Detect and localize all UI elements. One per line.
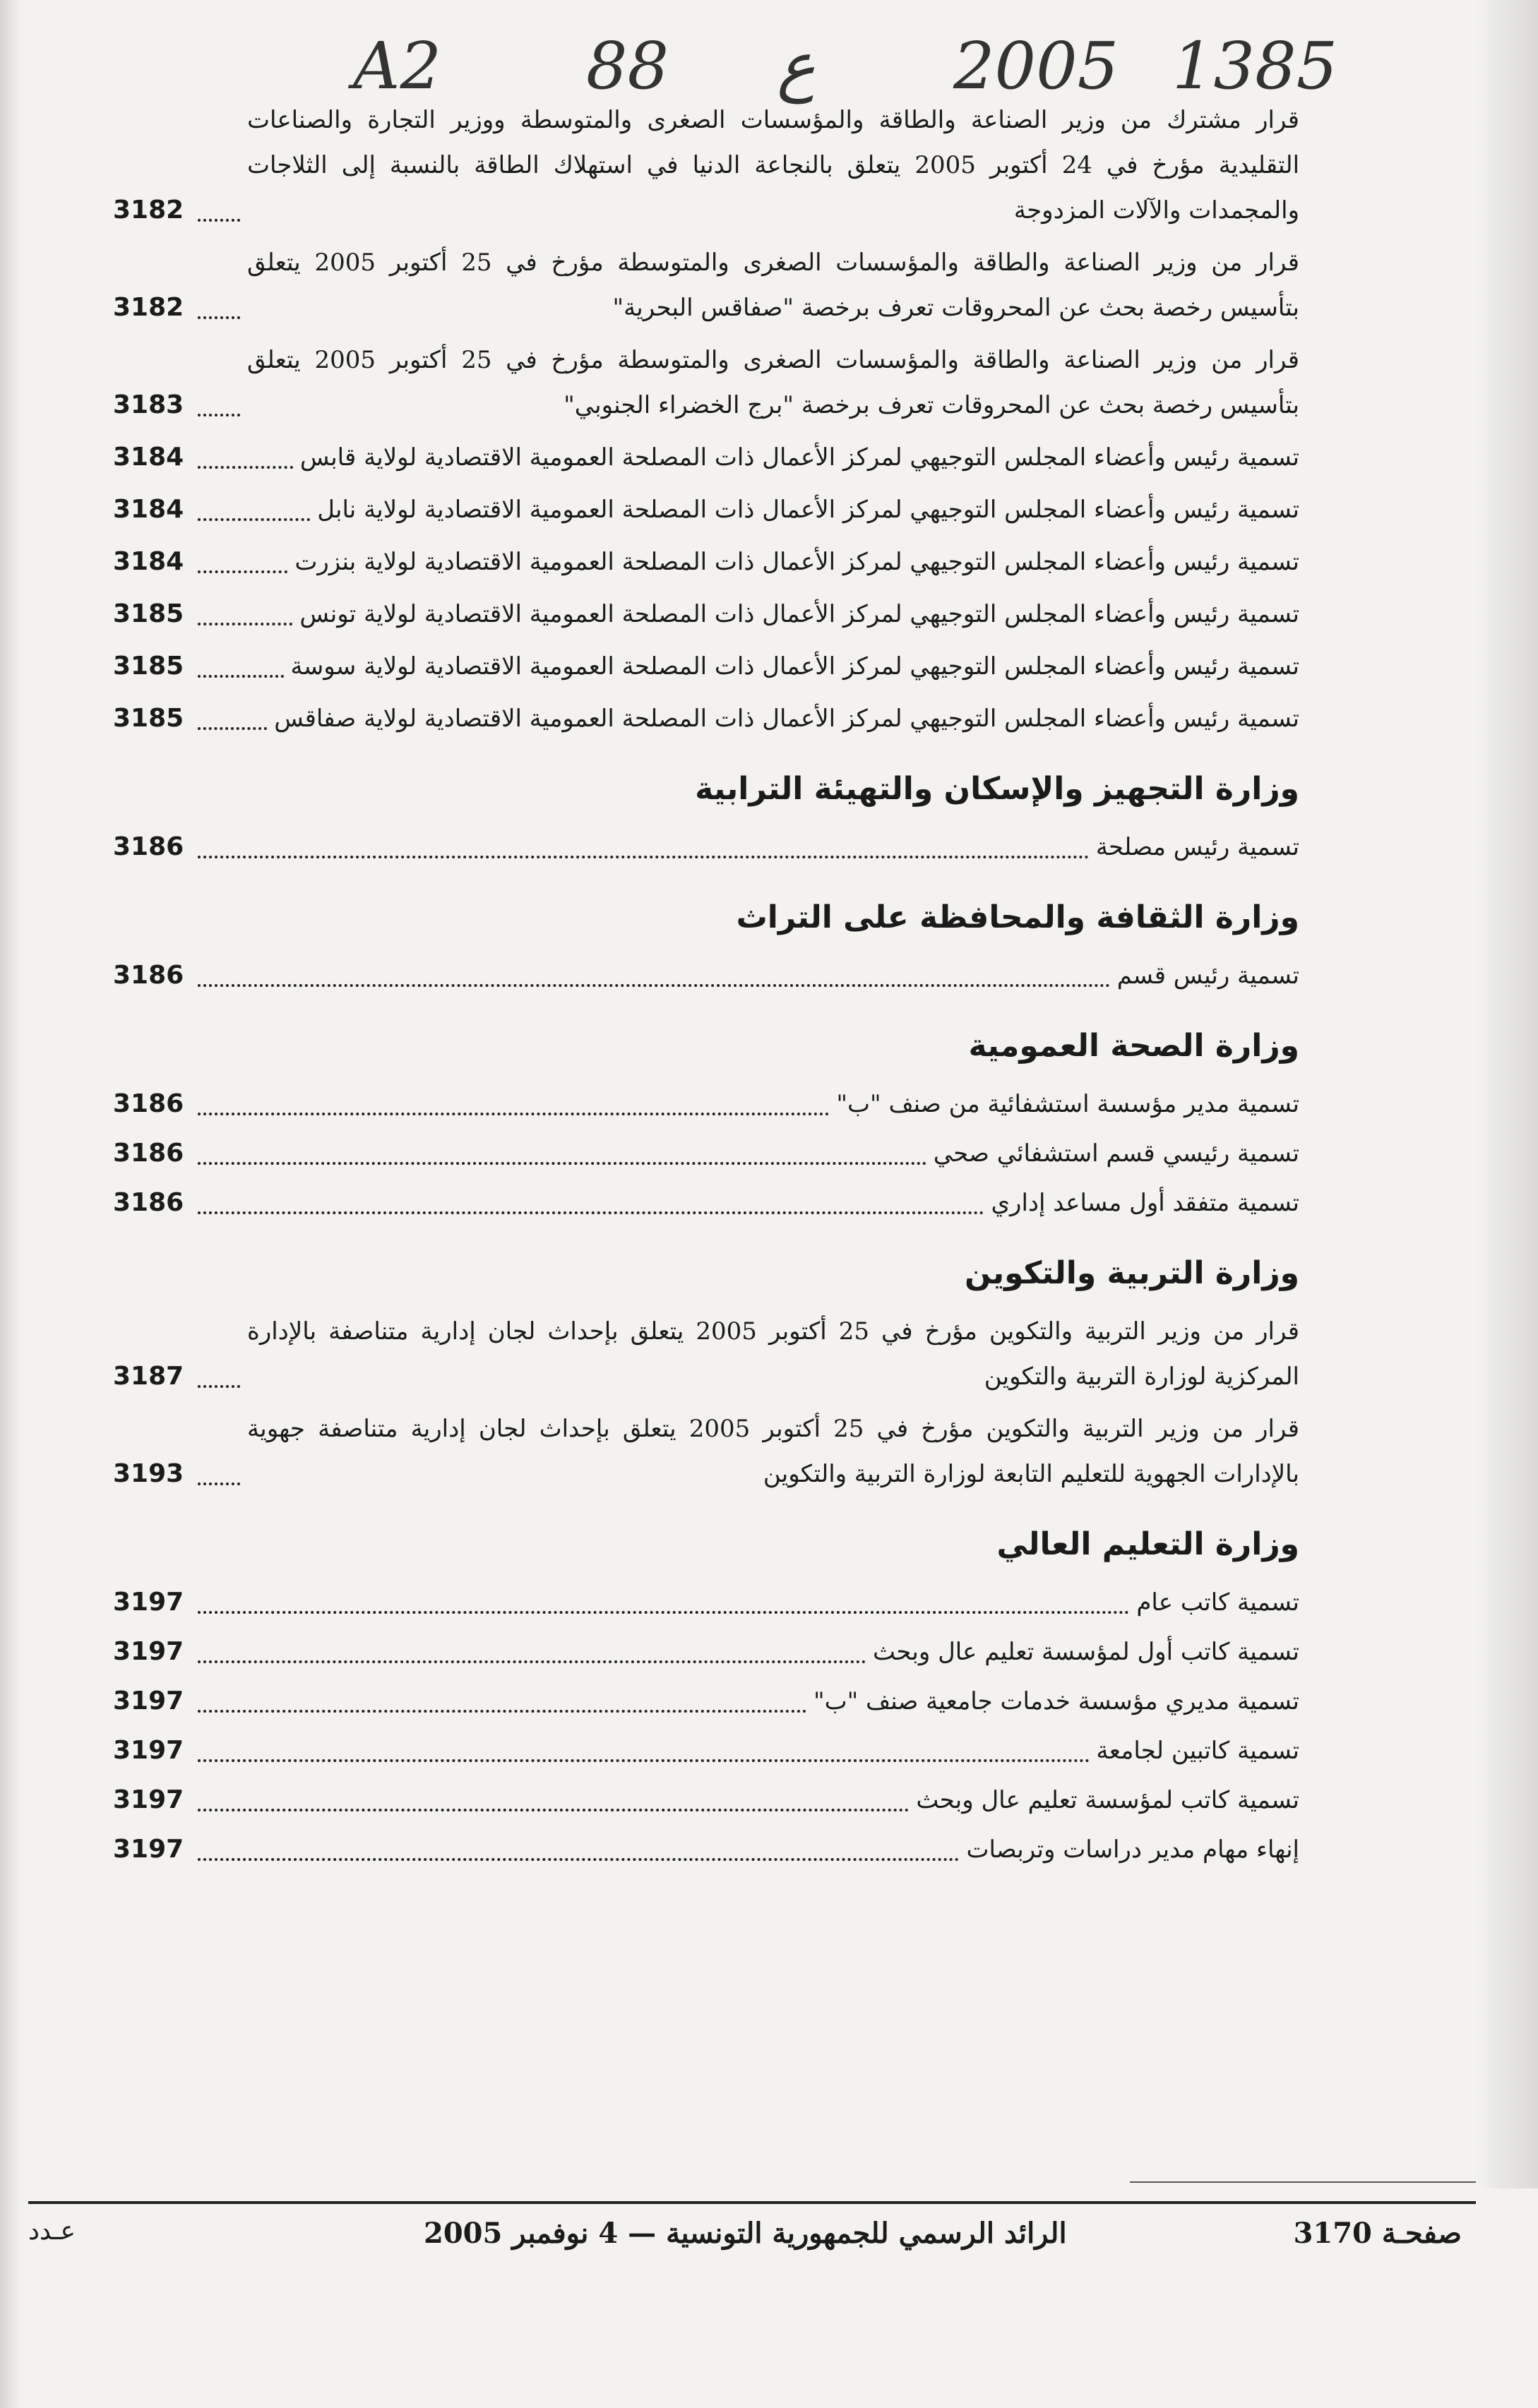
ministry-heading: وزارة الثقافة والمحافظة على التراث bbox=[736, 899, 1299, 935]
dot-leader bbox=[198, 1113, 829, 1115]
entry-text: تسمية كاتب لمؤسسة تعليم عال وبحث bbox=[916, 1786, 1299, 1814]
dot-leader bbox=[198, 1660, 866, 1663]
dot-leader bbox=[198, 1759, 1090, 1762]
entry-page: 3183 bbox=[113, 390, 184, 419]
footer-rule bbox=[28, 2201, 1476, 2204]
entry-page: 3182 bbox=[113, 293, 184, 322]
page-footer bbox=[28, 2217, 1476, 2266]
dot-leader bbox=[198, 1385, 240, 1388]
toc-entry bbox=[113, 240, 1299, 330]
ministry-heading: وزارة التربية والتكوين bbox=[964, 1255, 1299, 1291]
toc-entry bbox=[113, 1728, 1299, 1773]
dot-leader bbox=[198, 316, 240, 319]
entry-text: قرار من وزير الصناعة والطاقة والمؤسسات الصغرى والمتوسطة مؤرخ في 25 أكتوبر 2005 يتعلق بتأسيس رخصة بحث عن المحروقات تعرف برخصة "برج الخضراء الجنوبي" bbox=[247, 346, 1300, 419]
entry-text: تسمية رئيسي قسم استشفائي صحي bbox=[933, 1139, 1299, 1168]
dot-leader bbox=[198, 856, 1089, 858]
entry-page: 3197 bbox=[113, 1835, 184, 1864]
toc-entry bbox=[113, 1180, 1299, 1226]
handwritten-item: A2 bbox=[353, 28, 441, 104]
toc-entry bbox=[113, 825, 1299, 870]
entry-text: قرار مشترك من وزير الصناعة والطاقة والمؤسسات الصغرى والمتوسطة ووزير التجارة والصناعات التقليدية مؤرخ في 24 أكتوبر 2005 يتعلق بالنجاعة الدنيا في استهلاك الطاقة بالنسبة إلى الثلاجات والمجمدات والآلات المزدوجة bbox=[247, 106, 1300, 224]
toc-entry bbox=[113, 337, 1299, 428]
entry-text: قرار من وزير التربية والتكوين مؤرخ في 25 أكتوبر 2005 يتعلق بإحداث لجان إدارية متناصفة بالإدارة المركزية لوزارة التربية والتكوين bbox=[247, 1317, 1300, 1391]
toc-entry bbox=[113, 539, 1299, 585]
entry-text: تسمية مدير مؤسسة استشفائية من صنف "ب" bbox=[836, 1090, 1299, 1118]
toc-entry bbox=[113, 696, 1299, 741]
toc-entry bbox=[113, 435, 1299, 480]
ministry-heading: وزارة التجهيز والإسكان والتهيئة الترابية bbox=[695, 771, 1299, 807]
entry-text: تسمية كاتبين لجامعة bbox=[1096, 1737, 1299, 1765]
handwritten-item: ع bbox=[777, 28, 816, 104]
entry-text: قرار من وزير الصناعة والطاقة والمؤسسات الصغرى والمتوسطة مؤرخ في 25 أكتوبر 2005 يتعلق بتأسيس رخصة بحث عن المحروقات تعرف برخصة "صفاقس البحرية" bbox=[247, 248, 1300, 322]
dot-leader bbox=[198, 1611, 1129, 1614]
toc-entry bbox=[113, 592, 1299, 637]
entry-text: قرار من وزير التربية والتكوين مؤرخ في 25 أكتوبر 2005 يتعلق بإحداث لجان إدارية متناصفة جهوية بالإدارات الجهوية للتعليم التابعة لوزارة التربية والتكوين bbox=[247, 1415, 1299, 1488]
toc-entry bbox=[113, 644, 1299, 689]
entry-page: 3197 bbox=[113, 1637, 184, 1666]
entry-text: تسمية رئيس وأعضاء المجلس التوجيهي لمركز الأعمال ذات المصلحة العمومية الاقتصادية لولاية نابل bbox=[317, 496, 1299, 524]
entry-page: 3185 bbox=[113, 704, 184, 733]
entry-text: تسمية مديري مؤسسة خدمات جامعية صنف "ب" bbox=[813, 1687, 1299, 1715]
scan-shadow-right bbox=[1474, 0, 1538, 2188]
entry-page: 3187 bbox=[113, 1362, 184, 1391]
entry-page: 3186 bbox=[113, 961, 184, 990]
entry-text: تسمية رئيس مصلحة bbox=[1095, 833, 1299, 861]
entry-text: تسمية رئيس وأعضاء المجلس التوجيهي لمركز الأعمال ذات المصلحة العمومية الاقتصادية لولاية بنزرت bbox=[294, 548, 1299, 576]
entry-page: 3197 bbox=[113, 1687, 184, 1715]
toc-entry bbox=[113, 1131, 1299, 1176]
entry-text: تسمية كاتب أول لمؤسسة تعليم عال وبحث bbox=[873, 1638, 1299, 1666]
entry-page: 3197 bbox=[113, 1785, 184, 1814]
entry-text: تسمية رئيس قسم bbox=[1116, 962, 1299, 990]
toc-entry bbox=[113, 1406, 1299, 1497]
footer-journal-title: الرائد الرسمي للجمهورية التونسية — 4 نوفمبر 2005 bbox=[424, 2217, 1067, 2250]
toc-entry bbox=[113, 1778, 1299, 1823]
entry-text: إنهاء مهام مدير دراسات وتربصات bbox=[966, 1835, 1299, 1864]
footer-thin-rule bbox=[1130, 2181, 1476, 2183]
entry-page: 3193 bbox=[113, 1459, 184, 1488]
handwritten-item: 2005 bbox=[953, 28, 1119, 104]
entry-text: تسمية رئيس وأعضاء المجلس التوجيهي لمركز الأعمال ذات المصلحة العمومية الاقتصادية لولاية قابس bbox=[299, 443, 1299, 472]
toc-entry bbox=[113, 1679, 1299, 1724]
dot-leader bbox=[198, 727, 267, 730]
dot-leader bbox=[198, 1162, 926, 1165]
dot-leader bbox=[198, 1710, 806, 1713]
entry-text: تسمية متفقد أول مساعد إداري bbox=[991, 1189, 1299, 1217]
dot-leader bbox=[198, 1482, 240, 1485]
entry-page: 3185 bbox=[113, 599, 184, 628]
entry-page: 3197 bbox=[113, 1736, 184, 1765]
toc-entry bbox=[113, 487, 1299, 532]
toc-entry bbox=[113, 1629, 1299, 1675]
footer-issue-fragment: عـدد bbox=[28, 2217, 76, 2246]
entry-text: تسمية رئيس وأعضاء المجلس التوجيهي لمركز الأعمال ذات المصلحة العمومية الاقتصادية لولاية تونس bbox=[299, 600, 1299, 628]
dot-leader bbox=[198, 675, 284, 678]
ministry-heading: وزارة الصحة العمومية bbox=[968, 1028, 1299, 1064]
toc-entry bbox=[113, 1082, 1299, 1127]
entry-page: 3184 bbox=[113, 443, 184, 472]
toc-entry bbox=[113, 1827, 1299, 1872]
entry-text: تسمية كاتب عام bbox=[1136, 1588, 1299, 1617]
toc-entry bbox=[113, 1309, 1299, 1399]
entry-page: 3186 bbox=[113, 1089, 184, 1118]
dot-leader bbox=[198, 1809, 909, 1811]
scan-shadow-left bbox=[0, 0, 21, 2408]
dot-leader bbox=[198, 466, 293, 469]
entry-page: 3186 bbox=[113, 1188, 184, 1217]
dot-leader bbox=[198, 984, 1110, 987]
dot-leader bbox=[198, 1211, 984, 1214]
entry-page: 3185 bbox=[113, 652, 184, 681]
dot-leader bbox=[198, 518, 310, 521]
handwritten-item: 88 bbox=[586, 28, 669, 104]
entry-page: 3182 bbox=[113, 196, 184, 224]
toc-entry bbox=[113, 97, 1299, 233]
dot-leader bbox=[198, 414, 240, 417]
toc-entry bbox=[113, 953, 1299, 998]
handwritten-item: 1385 bbox=[1172, 28, 1338, 104]
entry-page: 3197 bbox=[113, 1588, 184, 1617]
toc-entry bbox=[113, 1580, 1299, 1625]
dot-leader bbox=[198, 570, 287, 573]
entry-page: 3184 bbox=[113, 547, 184, 576]
entry-page: 3186 bbox=[113, 832, 184, 861]
dot-leader bbox=[198, 219, 240, 222]
entry-text: تسمية رئيس وأعضاء المجلس التوجيهي لمركز الأعمال ذات المصلحة العمومية الاقتصادية لولاية سوسة bbox=[290, 652, 1299, 681]
dot-leader bbox=[198, 623, 292, 625]
entry-page: 3186 bbox=[113, 1139, 184, 1168]
entry-text: تسمية رئيس وأعضاء المجلس التوجيهي لمركز الأعمال ذات المصلحة العمومية الاقتصادية لولاية صفاقس bbox=[274, 705, 1299, 733]
dot-leader bbox=[198, 1858, 959, 1861]
ministry-heading: وزارة التعليم العالي bbox=[996, 1526, 1299, 1562]
table-of-contents bbox=[113, 90, 1299, 1876]
entry-page: 3184 bbox=[113, 495, 184, 524]
footer-page-number: صفحـة 3170 bbox=[1293, 2217, 1462, 2250]
